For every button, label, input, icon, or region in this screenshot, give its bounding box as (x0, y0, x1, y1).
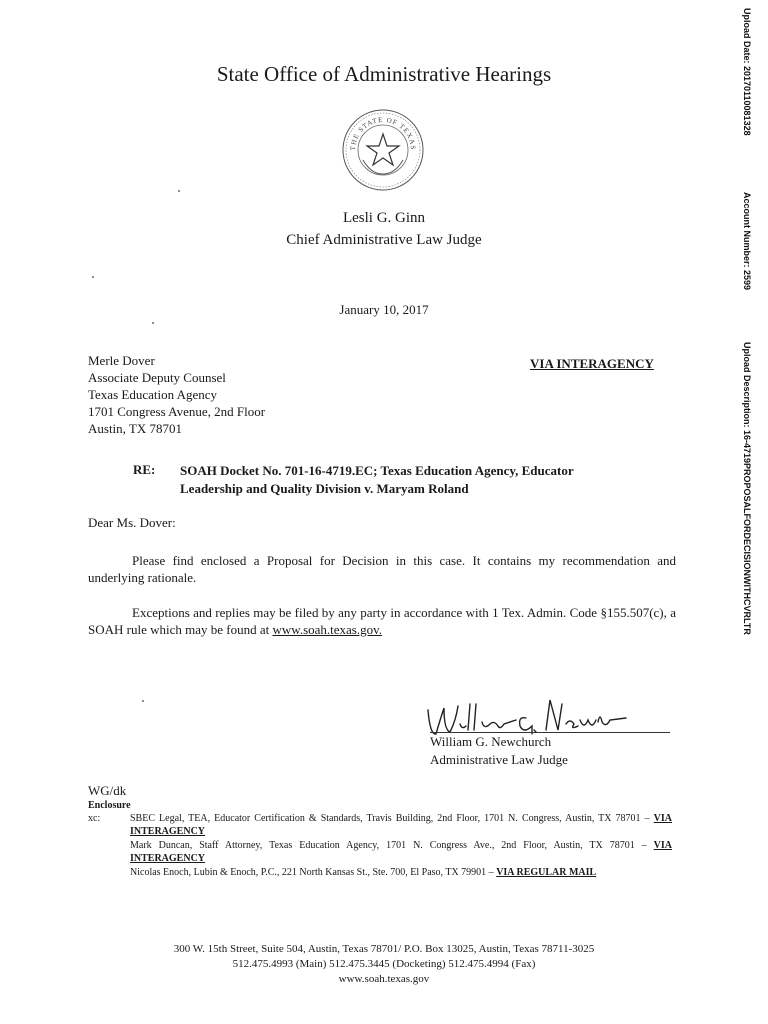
body-paragraph-2-text: Exceptions and replies may be filed by any party in accordance with 1 Tex. Admin. Code §155.507(c), a SOAH rule which may be found at (88, 605, 676, 637)
subject-line-2: Leadership and Quality Division v. Maryam Roland (180, 481, 469, 496)
typist-initials: WG/dk (88, 783, 127, 798)
texas-seal-icon (341, 108, 425, 192)
copy-delivery: VIA INTERAGENCY (130, 840, 673, 864)
subject-text (180, 462, 650, 498)
recipient-line: 1701 Congress Avenue, 2nd Floor (88, 404, 266, 419)
letterhead-title: State Office of Administrative Hearings (216, 62, 552, 86)
subject-label: RE: (133, 462, 156, 477)
copies-label: xc: (88, 813, 101, 824)
scan-speck (178, 190, 180, 192)
footer-address: 300 W. 15th Street, Suite 504, Austin, Texas 78701/ P.O. Box 13025, Austin, Texas 78711-3025 (173, 943, 595, 955)
body-paragraph-2 (88, 604, 676, 638)
recipient-line: Texas Education Agency (88, 387, 218, 402)
recipient-line: Austin, TX 78701 (88, 421, 183, 436)
copy-recipient (130, 812, 672, 838)
soah-website-link[interactable]: www.soah.texas.gov. (272, 622, 383, 637)
recipient-line: Associate Deputy Counsel (88, 370, 226, 385)
copies-list (130, 812, 672, 880)
footer-website: www.soah.texas.gov (338, 973, 430, 985)
copy-delivery: VIA INTERAGENCY (130, 813, 672, 837)
svg-text:THE STATE OF TEXAS: THE STATE OF TEXAS (348, 115, 418, 151)
upload-date: Upload Date: 20170110081328 (742, 8, 752, 136)
enclosure-note: Enclosure (88, 800, 131, 811)
scan-speck (142, 700, 144, 702)
scan-speck (92, 276, 94, 278)
scan-speck (152, 322, 154, 324)
recipient-address (88, 352, 265, 437)
subject-line-1: SOAH Docket No. 701-16-4719.EC; Texas Education Agency, Educator (180, 463, 574, 478)
footer-phones: 512.475.4993 (Main) 512.475.3445 (Docketing) 512.475.4994 (Fax) (232, 958, 536, 970)
copy-delivery: VIA REGULAR MAIL (496, 867, 597, 878)
delivery-method: VIA INTERAGENCY (530, 356, 654, 371)
copy-recipient (130, 839, 672, 865)
upload-description: Upload Description: 16-4719PROPOSALFORDECISIONWITHCVRLTR (742, 342, 752, 635)
signer-name: William G. Newchurch (430, 734, 552, 749)
copy-recipient-text: Nicolas Enoch, Lubin & Enoch, P.C., 221 North Kansas St., Ste. 700, El Paso, TX 79901 – (130, 867, 494, 878)
letterhead-footer (0, 942, 768, 987)
upload-stamp (738, 8, 764, 1008)
chief-judge-name: Lesli G. Ginn (342, 210, 426, 226)
copy-recipient-text: SBEC Legal, TEA, Educator Certification & Standards, Travis Building, 2nd Floor, 1701 N. Congress, Austin, TX 78701 – (130, 813, 650, 824)
copy-recipient (130, 866, 672, 879)
chief-judge-title: Chief Administrative Law Judge (286, 232, 482, 248)
signer-block (430, 733, 568, 769)
body-paragraph-1-text: Please find enclosed a Proposal for Decision in this case. It contains my recommendation and underlying rationale. (88, 553, 676, 585)
recipient-line: Merle Dover (88, 353, 155, 368)
letter-date: January 10, 2017 (339, 302, 429, 317)
salutation: Dear Ms. Dover: (88, 515, 176, 530)
account-number: Account Number: 2599 (742, 192, 752, 291)
copy-recipient-text: Mark Duncan, Staff Attorney, Texas Education Agency, 1701 N. Congress Ave., 2nd Floor, Austin, TX 78701 – (130, 840, 647, 851)
signer-title: Administrative Law Judge (430, 752, 568, 767)
body-paragraph-1 (88, 552, 676, 586)
